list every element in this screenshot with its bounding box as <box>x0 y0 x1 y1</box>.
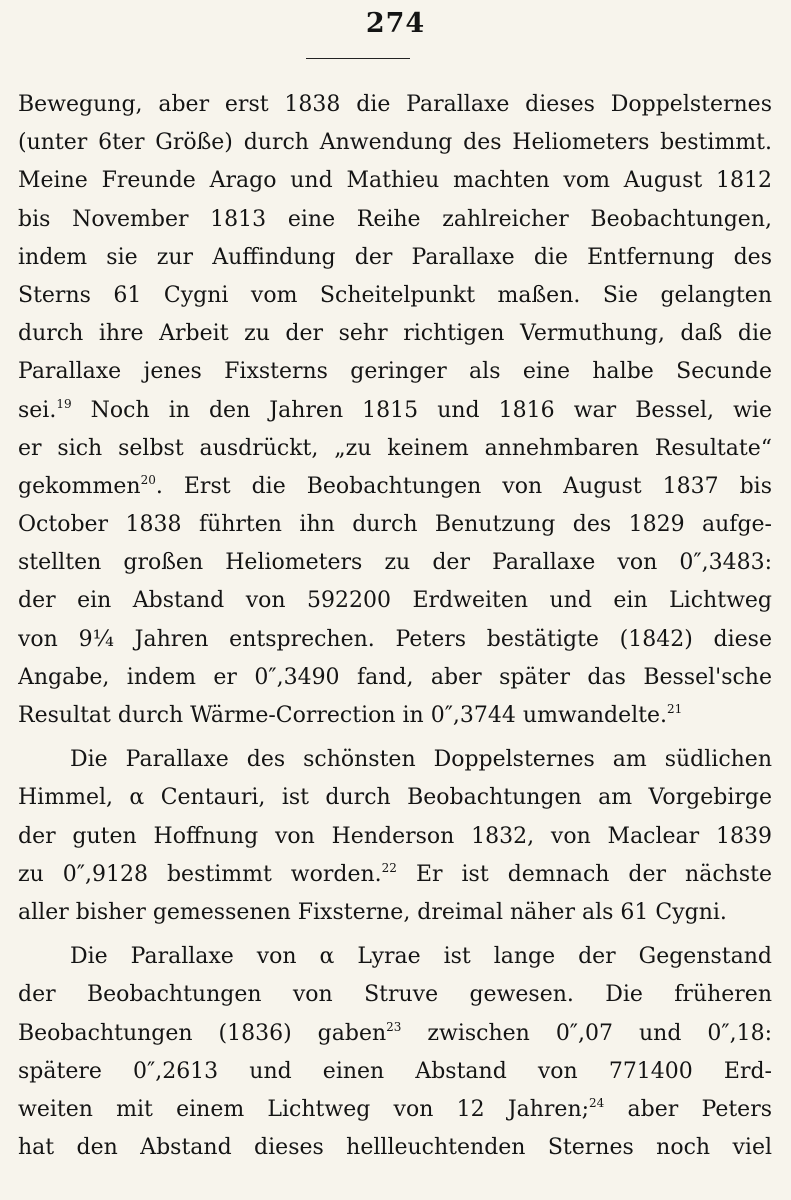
text-line: er sich selbst ausdrückt, „zu keinem annehmbaren Resultate“ <box>18 435 772 461</box>
text-line: Die Parallaxe von α Lyrae ist lange der Gegenstand <box>70 944 772 970</box>
text-line: Meine Freunde Arago und Mathieu machten vom August 1812 <box>18 168 772 194</box>
text-line: Parallaxe jenes Fixsterns geringer als eine halbe Secunde <box>18 359 772 385</box>
text-line: bis November 1813 eine Reihe zahlreicher Beobachtungen, <box>18 206 772 232</box>
footnote-marker: 24 <box>589 1095 605 1110</box>
paragraph-2 <box>18 741 772 932</box>
text-line: Sterns 61 Cygni vom Scheitelpunkt maßen. Sie gelangten <box>18 282 772 308</box>
text-line: Bewegung, aber erst 1838 die Parallaxe dieses Doppelsternes <box>18 92 772 117</box>
text-line: der Beobachtungen von Struve gewesen. Die früheren <box>18 982 772 1008</box>
text-line: von 9¼ Jahren entsprechen. Peters bestätigte (1842) diese <box>18 626 772 652</box>
text-line: hat den Abstand dieses hellleuchtenden Sternes noch viel <box>18 1135 772 1161</box>
text-line: stellten großen Heliometers zu der Parallaxe von 0″,3483: <box>18 550 772 576</box>
text-line: October 1838 führten ihn durch Benutzung des 1829 aufge- <box>18 512 772 538</box>
paragraph-1 <box>18 86 772 735</box>
text-line: Beobachtungen (1836) gaben$^{23}$ zwischen 0″,07 und 0″,18: <box>18 1019 772 1046</box>
text-line: Resultat durch Wärme-Correction in 0″,3744 umwandelte.$^{21}$ <box>18 702 683 728</box>
text-line: zu 0″,9128 bestimmt worden.$^{22}$ Er ist demnach der nächste <box>18 860 772 887</box>
footnote-marker: 21 <box>667 702 683 716</box>
header-rule <box>306 58 410 59</box>
text-line: sei.$^{19}$ Noch in den Jahren 1815 und 1816 war Bessel, wie <box>18 396 772 423</box>
text-line: (unter 6ter Größe) durch Anwendung des Heliometers bestimmt. <box>18 130 772 156</box>
text-line: spätere 0″,2613 und einen Abstand von 771400 Erd- <box>18 1058 772 1084</box>
text-line: gekommen$^{20}$. Erst die Beobachtungen von August 1837 bis <box>18 472 772 499</box>
text-line: indem sie zur Auffindung der Parallaxe die Entfernung des <box>18 244 772 270</box>
text-line: durch ihre Arbeit zu der sehr richtigen Vermuthung, daß die <box>18 321 772 347</box>
paragraph-3 <box>18 938 772 1167</box>
footnote-marker: 23 <box>386 1019 402 1034</box>
text-line: der guten Hoffnung von Henderson 1832, von Maclear 1839 <box>18 823 772 849</box>
text-line: Himmel, α Centauri, ist durch Beobachtungen am Vorgebirge <box>18 785 772 811</box>
text-line: aller bisher gemessenen Fixsterne, dreimal näher als 61 Cygni. <box>18 899 727 925</box>
text-line: der ein Abstand von 592200 Erdweiten und ein Lichtweg <box>18 588 772 614</box>
text-line: weiten mit einem Lichtweg von 12 Jahren;$^{24}$ aber Peters <box>18 1095 772 1122</box>
body-text <box>18 86 772 1167</box>
page-number: 274 <box>365 8 426 39</box>
footnote-marker: 19 <box>56 396 72 411</box>
text-line: Angabe, indem er 0″,3490 fand, aber später das Bessel'sche <box>18 664 772 690</box>
text-line: Die Parallaxe des schönsten Doppelsternes am südlichen <box>70 747 772 773</box>
footnote-marker: 20 <box>140 472 156 487</box>
footnote-marker: 22 <box>381 860 397 875</box>
